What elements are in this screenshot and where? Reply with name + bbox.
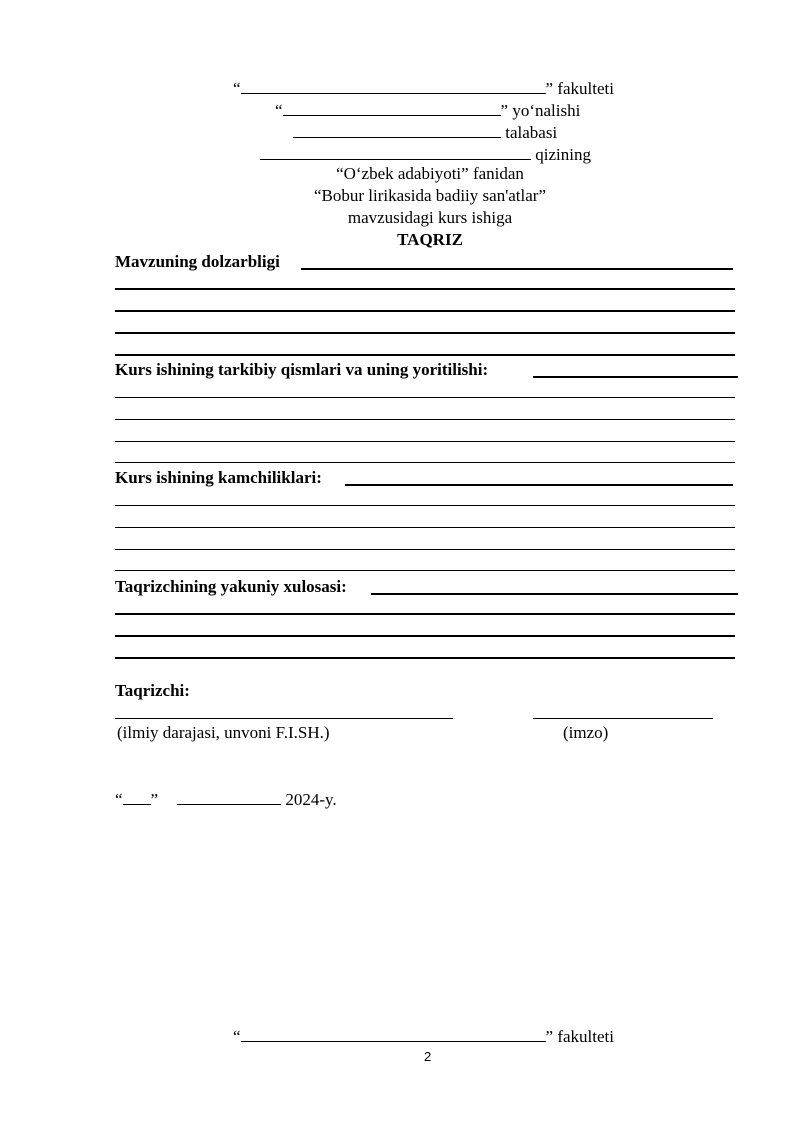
student-group-blank[interactable] (293, 122, 501, 138)
reviewer-label: Taqrizchi: (115, 681, 190, 700)
relevance-line[interactable] (115, 332, 735, 334)
relevance-line[interactable] (115, 310, 735, 312)
conclusion-first-line[interactable] (371, 593, 738, 595)
faculty-blank[interactable] (241, 78, 546, 94)
conclusion-label: Taqrizchining yakuniy xulosasi: (115, 577, 347, 596)
structure-label: Kurs ishining tarkibiy qismlari va uning yoritilishi: (115, 360, 489, 379)
date-open-quote: “ (115, 790, 123, 809)
relevance-label: Mavzuning dolzarbligi (115, 252, 280, 271)
conclusion-line[interactable] (115, 613, 735, 615)
student-label: talabasi (505, 123, 558, 142)
footer-faculty-label: ” fakulteti (545, 1027, 614, 1046)
topic-line: “Bobur lirikasida badiiy san'atlar” (313, 186, 546, 205)
faculty-open-quote: “ (233, 79, 241, 98)
shortcomings-label: Kurs ishining kamchiliklari: (115, 468, 322, 487)
shortcomings-line[interactable] (115, 549, 735, 550)
structure-line[interactable] (115, 397, 735, 398)
conclusion-line[interactable] (115, 657, 735, 659)
shortcomings-line[interactable] (115, 527, 735, 528)
structure-first-line[interactable] (533, 376, 738, 378)
footer-faculty-open-quote: “ (233, 1027, 241, 1046)
shortcomings-line[interactable] (115, 505, 735, 506)
direction-line (275, 100, 580, 121)
document-title: TAQRIZ (397, 230, 463, 249)
name-suffix-label: qizining (535, 145, 591, 164)
structure-line[interactable] (115, 419, 735, 420)
direction-open-quote: “ (275, 101, 283, 120)
date-close-quote: ” (150, 790, 159, 809)
date-year: 2024-y. (285, 790, 337, 809)
month-blank[interactable] (177, 789, 281, 805)
structure-line[interactable] (115, 441, 735, 442)
student-name-line (260, 144, 591, 165)
relevance-first-line[interactable] (301, 268, 733, 270)
footer-faculty-blank[interactable] (241, 1026, 546, 1042)
shortcomings-first-line[interactable] (345, 484, 733, 486)
topic-suffix-line: mavzusidagi kurs ishiga (347, 208, 513, 227)
footer-faculty-line (233, 1026, 614, 1047)
signature-caption: (imzo) (563, 723, 609, 742)
date-line (115, 789, 337, 810)
direction-label: ” yo‘nalishi (500, 101, 581, 120)
student-name-blank[interactable] (260, 144, 531, 160)
page-number: 2 (424, 1049, 432, 1064)
credentials-caption: (ilmiy darajasi, unvoni F.I.SH.) (117, 723, 330, 742)
shortcomings-line[interactable] (115, 570, 735, 571)
student-line (293, 122, 557, 143)
structure-line[interactable] (115, 462, 735, 463)
relevance-line[interactable] (115, 288, 735, 290)
subject-line: “O‘zbek adabiyoti” fanidan (336, 164, 524, 183)
signature-line[interactable] (533, 718, 713, 719)
faculty-label: ” fakulteti (545, 79, 614, 98)
credentials-line[interactable] (115, 718, 453, 719)
day-blank[interactable] (123, 789, 151, 805)
faculty-line (233, 78, 614, 99)
direction-blank[interactable] (283, 100, 501, 116)
conclusion-line[interactable] (115, 635, 735, 637)
relevance-line[interactable] (115, 354, 735, 356)
